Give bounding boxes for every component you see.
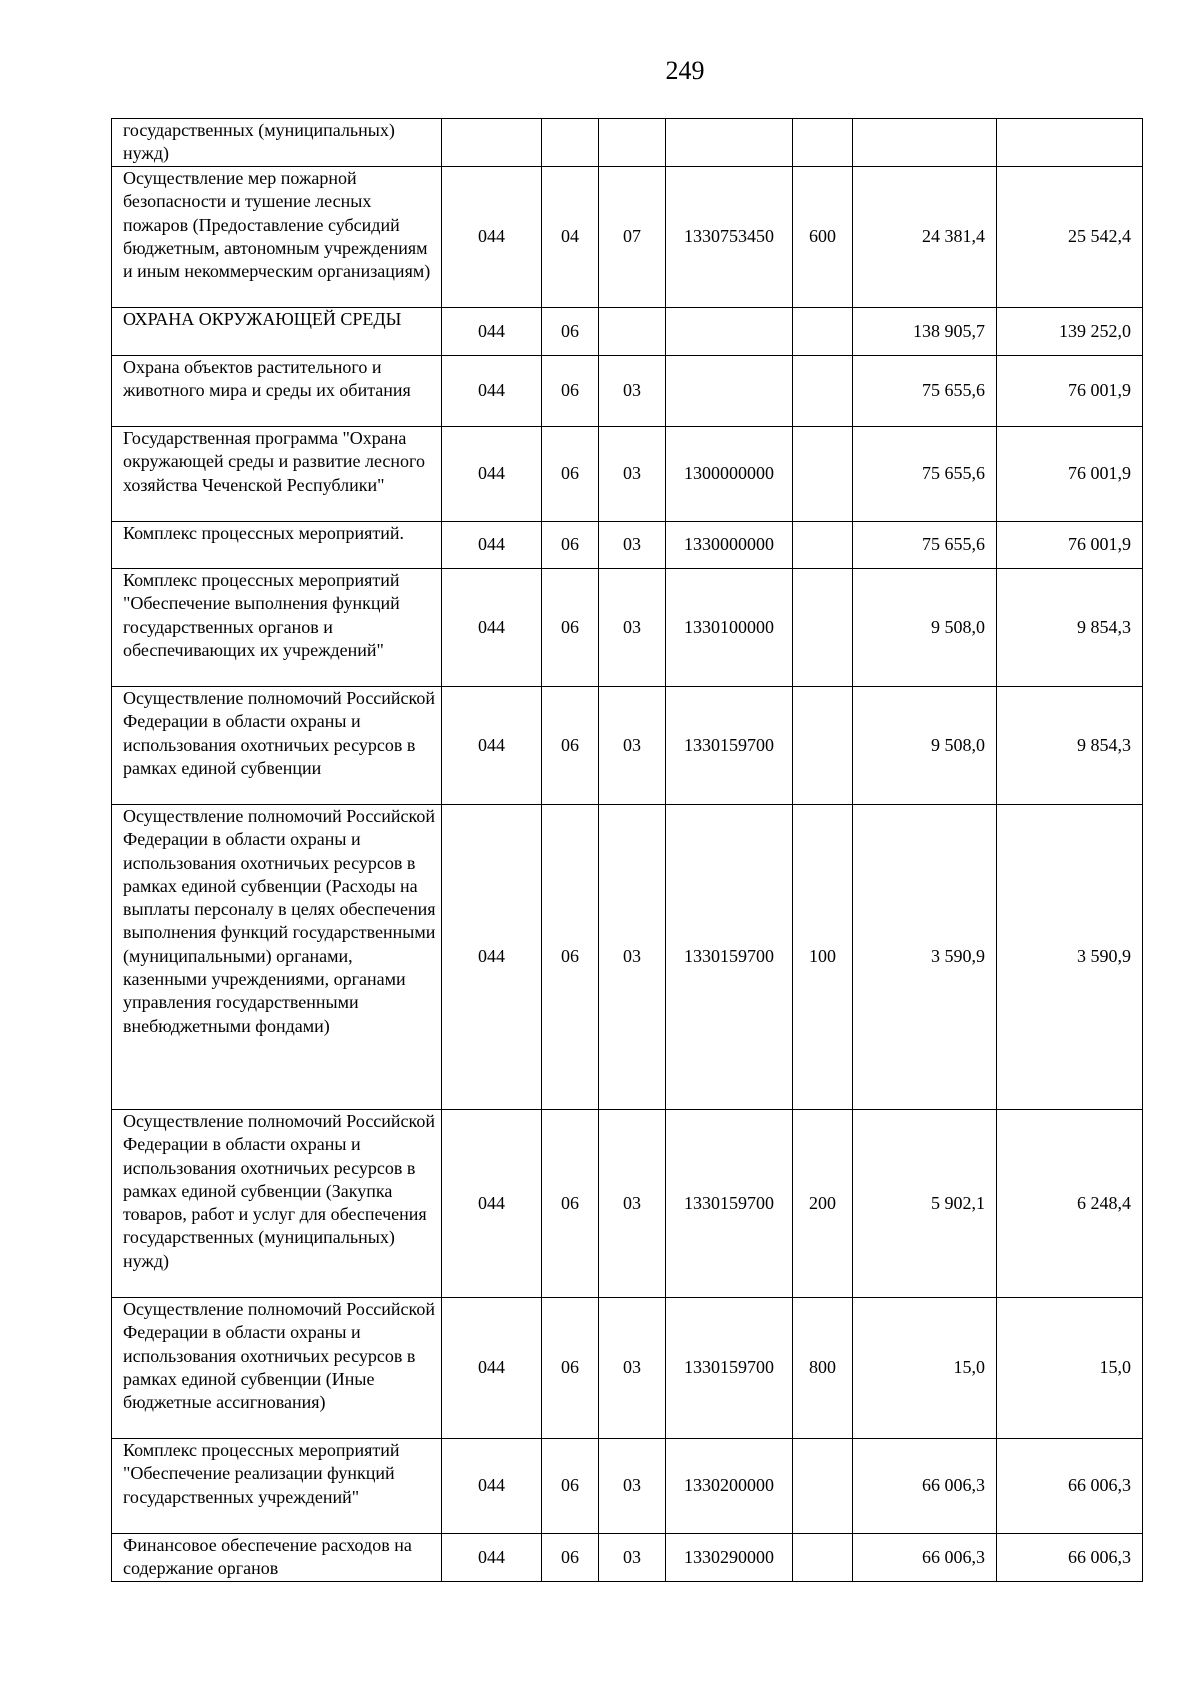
amount-year-2: 76 001,9 [997, 522, 1143, 569]
amount-year-1: 24 381,4 [853, 167, 997, 308]
amount-year-1: 66 006,3 [853, 1534, 997, 1582]
section-code: 06 [542, 569, 599, 687]
target-article-code: 1330200000 [666, 1439, 793, 1534]
amount-year-2: 66 006,3 [997, 1439, 1143, 1534]
ministry-code: 044 [442, 1298, 542, 1439]
amount-year-2: 15,0 [997, 1298, 1143, 1439]
amount-year-2: 66 006,3 [997, 1534, 1143, 1582]
section-code: 06 [542, 427, 599, 522]
expense-type-code [793, 522, 853, 569]
section-code: 06 [542, 805, 599, 1110]
expense-name: Осуществление полномочий Российской Федерации в области охраны и использования охотничьих ресурсов в рамках единой субвенции (Закупка товаров, работ и услуг для обеспечения государственных (муниципальных) нужд) [112, 1110, 442, 1298]
target-article-code [666, 308, 793, 356]
section-code: 06 [542, 687, 599, 805]
section-code: 06 [542, 308, 599, 356]
table-row [112, 522, 1143, 569]
section-code: 06 [542, 356, 599, 427]
expense-name: Комплекс процессных мероприятий. [112, 522, 442, 569]
expense-type-code [793, 1439, 853, 1534]
amount-year-1: 75 655,6 [853, 522, 997, 569]
amount-year-1: 138 905,7 [853, 308, 997, 356]
expense-name: Охрана объектов растительного и животного мира и среды их обитания [112, 356, 442, 427]
subsection-code: 03 [599, 805, 666, 1110]
target-article-code: 1330159700 [666, 805, 793, 1110]
expense-type-code [793, 1534, 853, 1582]
expense-type-code [793, 356, 853, 427]
amount-year-2: 9 854,3 [997, 687, 1143, 805]
ministry-code: 044 [442, 308, 542, 356]
amount-year-1: 9 508,0 [853, 569, 997, 687]
target-article-code: 1330100000 [666, 569, 793, 687]
subsection-code: 03 [599, 1439, 666, 1534]
amount-year-2: 9 854,3 [997, 569, 1143, 687]
amount-year-1: 66 006,3 [853, 1439, 997, 1534]
amount-year-1: 75 655,6 [853, 427, 997, 522]
table-row [112, 569, 1143, 687]
ministry-code: 044 [442, 167, 542, 308]
amount-year-1: 15,0 [853, 1298, 997, 1439]
table-row [112, 119, 1143, 167]
subsection-code: 03 [599, 1534, 666, 1582]
table-row [112, 1439, 1143, 1534]
expense-type-code: 200 [793, 1110, 853, 1298]
amount-year-2: 139 252,0 [997, 308, 1143, 356]
expense-type-code: 100 [793, 805, 853, 1110]
subsection-code: 03 [599, 1110, 666, 1298]
expense-name: Финансовое обеспечение расходов на содержание органов [112, 1534, 442, 1582]
section-code: 04 [542, 167, 599, 308]
expense-type-code [793, 569, 853, 687]
expense-name: Комплекс процессных мероприятий "Обеспечение выполнения функций государственных органов и обеспечивающих их учреждений" [112, 569, 442, 687]
amount-year-2: 3 590,9 [997, 805, 1143, 1110]
amount-year-1: 5 902,1 [853, 1110, 997, 1298]
subsection-code: 03 [599, 687, 666, 805]
amount-year-2: 6 248,4 [997, 1110, 1143, 1298]
section-code: 06 [542, 1439, 599, 1534]
expense-type-code [793, 687, 853, 805]
expense-type-code: 600 [793, 167, 853, 308]
subsection-code: 03 [599, 522, 666, 569]
target-article-code: 1300000000 [666, 427, 793, 522]
page-number: 249 [665, 56, 705, 85]
amount-year-1: 75 655,6 [853, 356, 997, 427]
table-row [112, 805, 1143, 1110]
table-row [112, 427, 1143, 522]
expense-name: Осуществление полномочий Российской Федерации в области охраны и использования охотничьих ресурсов в рамках единой субвенции [112, 687, 442, 805]
target-article-code: 1330753450 [666, 167, 793, 308]
target-article-code: 1330159700 [666, 687, 793, 805]
expense-name: Комплекс процессных мероприятий "Обеспечение реализации функций государственных учреждений" [112, 1439, 442, 1534]
table-row [112, 687, 1143, 805]
target-article-code: 1330159700 [666, 1298, 793, 1439]
ministry-code: 044 [442, 687, 542, 805]
section-code: 06 [542, 1534, 599, 1582]
table-row [112, 356, 1143, 427]
subsection-code [599, 119, 666, 167]
target-article-code: 1330290000 [666, 1534, 793, 1582]
subsection-code: 07 [599, 167, 666, 308]
subsection-code: 03 [599, 569, 666, 687]
subsection-code [599, 308, 666, 356]
amount-year-1 [853, 119, 997, 167]
expense-name: ОХРАНА ОКРУЖАЮЩЕЙ СРЕДЫ [112, 308, 442, 356]
amount-year-1: 9 508,0 [853, 687, 997, 805]
expense-name: Осуществление мер пожарной безопасности и тушение лесных пожаров (Предоставление субсидий бюджетным, автономным учреждениям и иным некоммерческим организациям) [112, 167, 442, 308]
target-article-code: 1330000000 [666, 522, 793, 569]
expense-name: Осуществление полномочий Российской Федерации в области охраны и использования охотничьих ресурсов в рамках единой субвенции (Иные бюджетные ассигнования) [112, 1298, 442, 1439]
amount-year-2: 76 001,9 [997, 427, 1143, 522]
amount-year-2: 25 542,4 [997, 167, 1143, 308]
expense-type-code: 800 [793, 1298, 853, 1439]
expense-name: государственных (муниципальных) нужд) [112, 119, 442, 167]
ministry-code: 044 [442, 522, 542, 569]
expense-type-code [793, 427, 853, 522]
section-code: 06 [542, 1298, 599, 1439]
ministry-code [442, 119, 542, 167]
ministry-code: 044 [442, 1534, 542, 1582]
table-row [112, 167, 1143, 308]
expense-name: Государственная программа "Охрана окружающей среды и развитие лесного хозяйства Чеченской Республики" [112, 427, 442, 522]
amount-year-1: 3 590,9 [853, 805, 997, 1110]
section-code [542, 119, 599, 167]
ministry-code: 044 [442, 427, 542, 522]
table-row [112, 308, 1143, 356]
expense-name: Осуществление полномочий Российской Федерации в области охраны и использования охотничьих ресурсов в рамках единой субвенции (Расходы на выплаты персоналу в целях обеспечения выполнения функций государственными (муниципальными) органами, казенными учреждениями, органами управления государственными внебюджетными фондами) [112, 805, 442, 1110]
amount-year-2 [997, 119, 1143, 167]
expense-type-code [793, 119, 853, 167]
expense-type-code [793, 308, 853, 356]
ministry-code: 044 [442, 805, 542, 1110]
budget-table [111, 118, 1143, 1582]
ministry-code: 044 [442, 569, 542, 687]
section-code: 06 [542, 522, 599, 569]
amount-year-2: 76 001,9 [997, 356, 1143, 427]
ministry-code: 044 [442, 1439, 542, 1534]
target-article-code [666, 119, 793, 167]
section-code: 06 [542, 1110, 599, 1298]
target-article-code [666, 356, 793, 427]
ministry-code: 044 [442, 1110, 542, 1298]
subsection-code: 03 [599, 356, 666, 427]
table-row [112, 1534, 1143, 1582]
subsection-code: 03 [599, 1298, 666, 1439]
table-row [112, 1298, 1143, 1439]
table-row [112, 1110, 1143, 1298]
target-article-code: 1330159700 [666, 1110, 793, 1298]
subsection-code: 03 [599, 427, 666, 522]
ministry-code: 044 [442, 356, 542, 427]
